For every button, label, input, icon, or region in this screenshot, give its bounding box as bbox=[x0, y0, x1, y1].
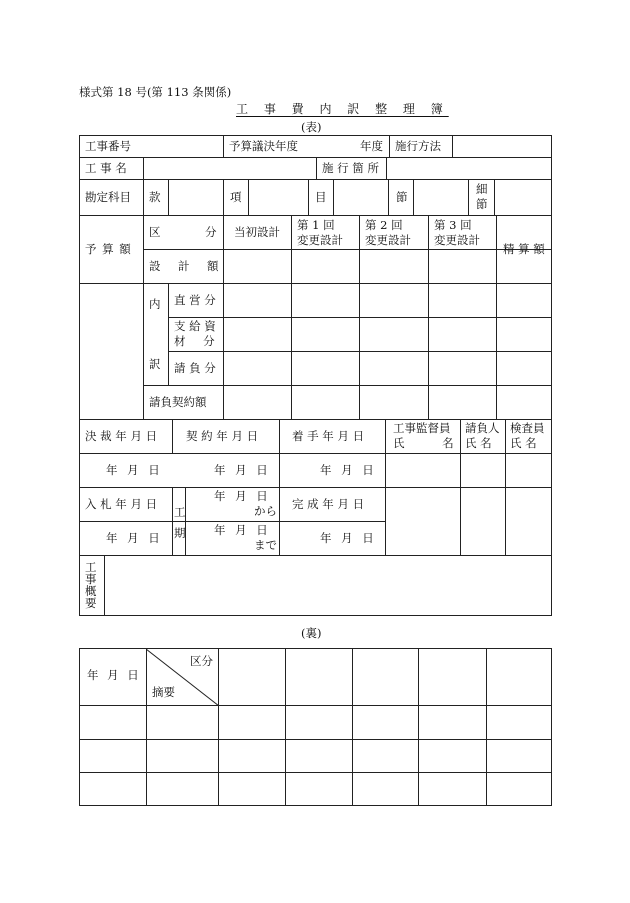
contract-label: 請 負 分 bbox=[174, 361, 216, 375]
kou-label: 項 bbox=[230, 190, 242, 204]
inspector-label-2: 氏 名 bbox=[510, 436, 537, 450]
uchi-label: 内 bbox=[149, 297, 161, 311]
project-number-label: 工事番号 bbox=[85, 139, 131, 153]
form-number: 様式第 18 号(第 113 条関係) bbox=[79, 85, 232, 99]
back-kubun-label: 区分 bbox=[190, 654, 213, 668]
completion-date-label: 完 成 年 月 日 bbox=[292, 497, 365, 511]
change3-label-1: 第 3 回 bbox=[434, 218, 472, 232]
kubun-label-1: 区 bbox=[149, 225, 161, 239]
contract-amount-label: 請負契約額 bbox=[149, 395, 207, 409]
period-from-label: から bbox=[254, 504, 277, 518]
account-label: 勘定科目 bbox=[85, 190, 131, 204]
saisetsu-label-2: 節 bbox=[476, 197, 488, 211]
project-name-label: 工 事 名 bbox=[85, 161, 127, 175]
start-ymd: 年 月 日 bbox=[320, 463, 374, 477]
initial-design-label: 当初設計 bbox=[234, 225, 280, 239]
moku-label: 目 bbox=[315, 190, 327, 204]
completion-ymd: 年 月 日 bbox=[320, 531, 374, 545]
bid-date-label: 入 札 年 月 日 bbox=[85, 497, 158, 511]
change2-label-2: 変更設計 bbox=[365, 233, 411, 247]
contractor-label-1: 請負人 bbox=[465, 421, 500, 435]
budget-year-label: 予算議決年度 bbox=[229, 139, 298, 153]
kou-ki-label-1: 工 bbox=[174, 505, 186, 519]
kan-label: 款 bbox=[149, 190, 161, 204]
summary-label-3: 概 bbox=[85, 584, 97, 598]
back-tekiyou-label: 摘要 bbox=[152, 685, 175, 699]
design-label-1: 設 bbox=[149, 259, 161, 273]
supervisor-label-2: 氏 名 bbox=[393, 436, 454, 450]
year-label: 年度 bbox=[360, 139, 383, 153]
wake-label: 訳 bbox=[149, 357, 161, 371]
contractor-label-2: 氏 名 bbox=[465, 436, 492, 450]
direct-label: 直 営 分 bbox=[174, 293, 216, 307]
period-to-ymd: 年 月 日 bbox=[214, 523, 268, 537]
period-to-label: まで bbox=[254, 538, 277, 552]
back-label: (裏) bbox=[301, 626, 322, 640]
change2-label-1: 第 2 回 bbox=[365, 218, 403, 232]
start-date-label: 着 手 年 月 日 bbox=[292, 429, 365, 443]
supervisor-label-1: 工事監督員 bbox=[393, 421, 451, 435]
agreement-ymd: 年 月 日 bbox=[214, 463, 268, 477]
front-label: (表) bbox=[301, 120, 322, 134]
budget-label: 予 算 額 bbox=[85, 242, 132, 256]
decision-ymd: 年 月 日 bbox=[106, 463, 160, 477]
document-title: 工 事 費 内 訳 整 理 簿 bbox=[236, 102, 449, 116]
setsu-label: 節 bbox=[396, 190, 408, 204]
kou-ki-label-2: 期 bbox=[174, 526, 186, 540]
design-label-3: 額 bbox=[207, 259, 219, 273]
supply-label-1: 支 給 資 bbox=[174, 319, 216, 333]
supply-label-2: 材 分 bbox=[174, 334, 215, 348]
change1-label-2: 変更設計 bbox=[297, 233, 343, 247]
summary-label-1: 工 bbox=[85, 560, 97, 574]
change1-label-1: 第 1 回 bbox=[297, 218, 335, 232]
summary-label-2: 事 bbox=[85, 572, 97, 586]
design-label-2: 計 bbox=[178, 259, 190, 273]
back-date-header: 年 月 日 bbox=[87, 668, 139, 682]
change3-label-2: 変更設計 bbox=[434, 233, 480, 247]
bid-ymd: 年 月 日 bbox=[106, 531, 160, 545]
location-label: 施 行 箇 所 bbox=[322, 161, 379, 175]
summary-label-4: 要 bbox=[85, 596, 97, 610]
method-label: 施行方法 bbox=[395, 139, 441, 153]
decision-date-label: 決 裁 年 月 日 bbox=[85, 429, 158, 443]
saisetsu-label-1: 細 bbox=[476, 182, 488, 196]
final-amount-label: 精 算 額 bbox=[503, 242, 545, 256]
inspector-label-1: 検査員 bbox=[510, 421, 545, 435]
kubun-label-2: 分 bbox=[205, 225, 217, 239]
agreement-date-label: 契 約 年 月 日 bbox=[186, 429, 259, 443]
period-from-ymd: 年 月 日 bbox=[214, 489, 268, 503]
